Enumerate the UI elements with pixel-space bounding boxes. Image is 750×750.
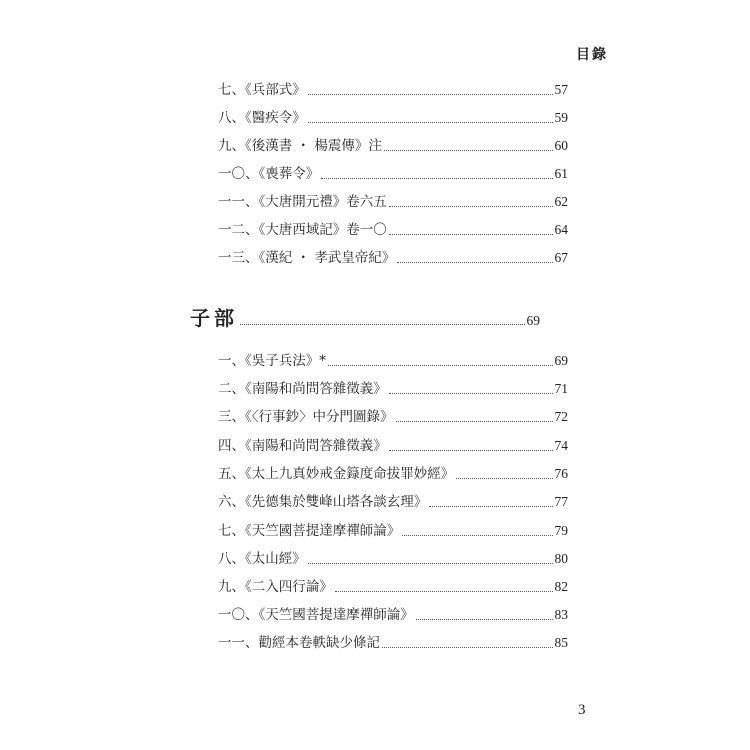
toc-entry-title: 三、《〈行事鈔〉中分門圖錄》 — [218, 409, 394, 425]
toc-entry-page: 82 — [554, 579, 568, 594]
dot-leader — [321, 178, 552, 179]
toc-entry-page: 60 — [554, 138, 568, 153]
toc-entry-title: 六、《先德集於雙峰山塔各談玄理》 — [218, 494, 428, 510]
dot-leader — [382, 647, 553, 648]
toc-entry-title: 九、《後漢書 ・ 楊震傳》注 — [218, 138, 382, 154]
dot-leader — [396, 421, 553, 422]
dot-leader — [308, 122, 553, 123]
toc-entry[interactable] — [218, 351, 568, 371]
toc-entry-title: 八、《太山經》 — [218, 551, 306, 567]
toc-entry-page: 83 — [554, 607, 568, 622]
toc-entry-title: 一〇、《天竺國菩提達摩禪師論》 — [218, 607, 414, 623]
toc-entry-page: 57 — [554, 82, 568, 97]
section-page: 69 — [526, 313, 540, 328]
toc-entry[interactable] — [218, 220, 568, 240]
toc-entry-title: 一三、《漢紀 ・ 孝武皇帝紀》 — [218, 250, 396, 266]
toc-entry-title: 五、《太上九真妙戒金籙度命拔罪妙經》 — [218, 466, 455, 482]
toc-entry[interactable] — [218, 577, 568, 597]
toc-entry-page: 64 — [554, 222, 568, 237]
dot-leader — [240, 324, 525, 325]
toc-entry-title: 七、《天竺國菩提達摩禪師論》 — [218, 523, 401, 539]
toc-entry[interactable] — [218, 192, 568, 212]
running-header: 目錄 — [576, 47, 608, 63]
dot-leader — [397, 262, 552, 263]
page-number: 3 — [578, 702, 586, 718]
dot-leader — [335, 591, 553, 592]
toc-entry[interactable] — [218, 492, 568, 512]
toc-entry-title: 二、《南陽和尚問答雜徵義》 — [218, 381, 387, 397]
toc-entry-page: 77 — [554, 494, 568, 509]
toc-entry[interactable] — [218, 379, 568, 399]
dot-leader — [416, 619, 553, 620]
toc-entry-page: 79 — [554, 523, 568, 538]
dot-leader — [389, 234, 553, 235]
toc-section-heading[interactable] — [190, 305, 540, 331]
dot-leader — [429, 506, 552, 507]
dot-leader — [308, 563, 553, 564]
toc-entry-title: 一一、《大唐開元禮》卷六五 — [218, 194, 387, 210]
toc-entry[interactable] — [218, 549, 568, 569]
toc-entry-title: 一二、《大唐西域記》卷一〇 — [218, 222, 387, 238]
toc-entry-title: 一〇、《喪葬令》 — [218, 166, 320, 182]
toc-entry[interactable] — [218, 80, 568, 100]
toc-entry-page: 72 — [554, 409, 568, 424]
dot-leader — [456, 478, 552, 479]
toc-entry[interactable] — [218, 164, 568, 184]
toc-entry-page: 74 — [554, 438, 568, 453]
dot-leader — [402, 535, 552, 536]
toc-entry-title: 七、《兵部式》 — [218, 82, 306, 98]
dot-leader — [328, 365, 553, 366]
toc-entry-page: 85 — [554, 635, 568, 650]
toc-entry[interactable] — [218, 633, 568, 653]
toc-entry[interactable] — [218, 136, 568, 156]
toc-entry-page: 61 — [554, 166, 568, 181]
toc-entry-page: 69 — [554, 353, 568, 368]
toc-entry[interactable] — [218, 108, 568, 128]
toc-entry-title: 九、《二入四行論》 — [218, 579, 333, 595]
dot-leader — [384, 150, 553, 151]
toc-entry[interactable] — [218, 464, 568, 484]
toc-entry-page: 62 — [554, 194, 568, 209]
toc-entry-title: 一、《吳子兵法》* — [218, 353, 326, 369]
toc-entry-title: 八、《醫疾令》 — [218, 110, 306, 126]
toc-entry[interactable] — [218, 436, 568, 456]
toc-entry[interactable] — [218, 605, 568, 625]
dot-leader — [389, 450, 553, 451]
toc-entry-page: 71 — [554, 381, 568, 396]
toc-entry-page: 59 — [554, 110, 568, 125]
toc-entry-page: 76 — [554, 466, 568, 481]
toc-entry-page: 67 — [554, 250, 568, 265]
toc-entry[interactable] — [218, 407, 568, 427]
toc-entry[interactable] — [218, 248, 568, 268]
dot-leader — [389, 393, 553, 394]
toc-entry-page: 80 — [554, 551, 568, 566]
section-title: 子部 — [190, 306, 238, 330]
toc-entry-title: 一一、勸經本卷軼缺少條記 — [218, 635, 380, 651]
toc-entry[interactable] — [218, 521, 568, 541]
toc-entry-title: 四、《南陽和尚問答雜徵義》 — [218, 438, 387, 454]
dot-leader — [389, 206, 553, 207]
dot-leader — [308, 94, 553, 95]
